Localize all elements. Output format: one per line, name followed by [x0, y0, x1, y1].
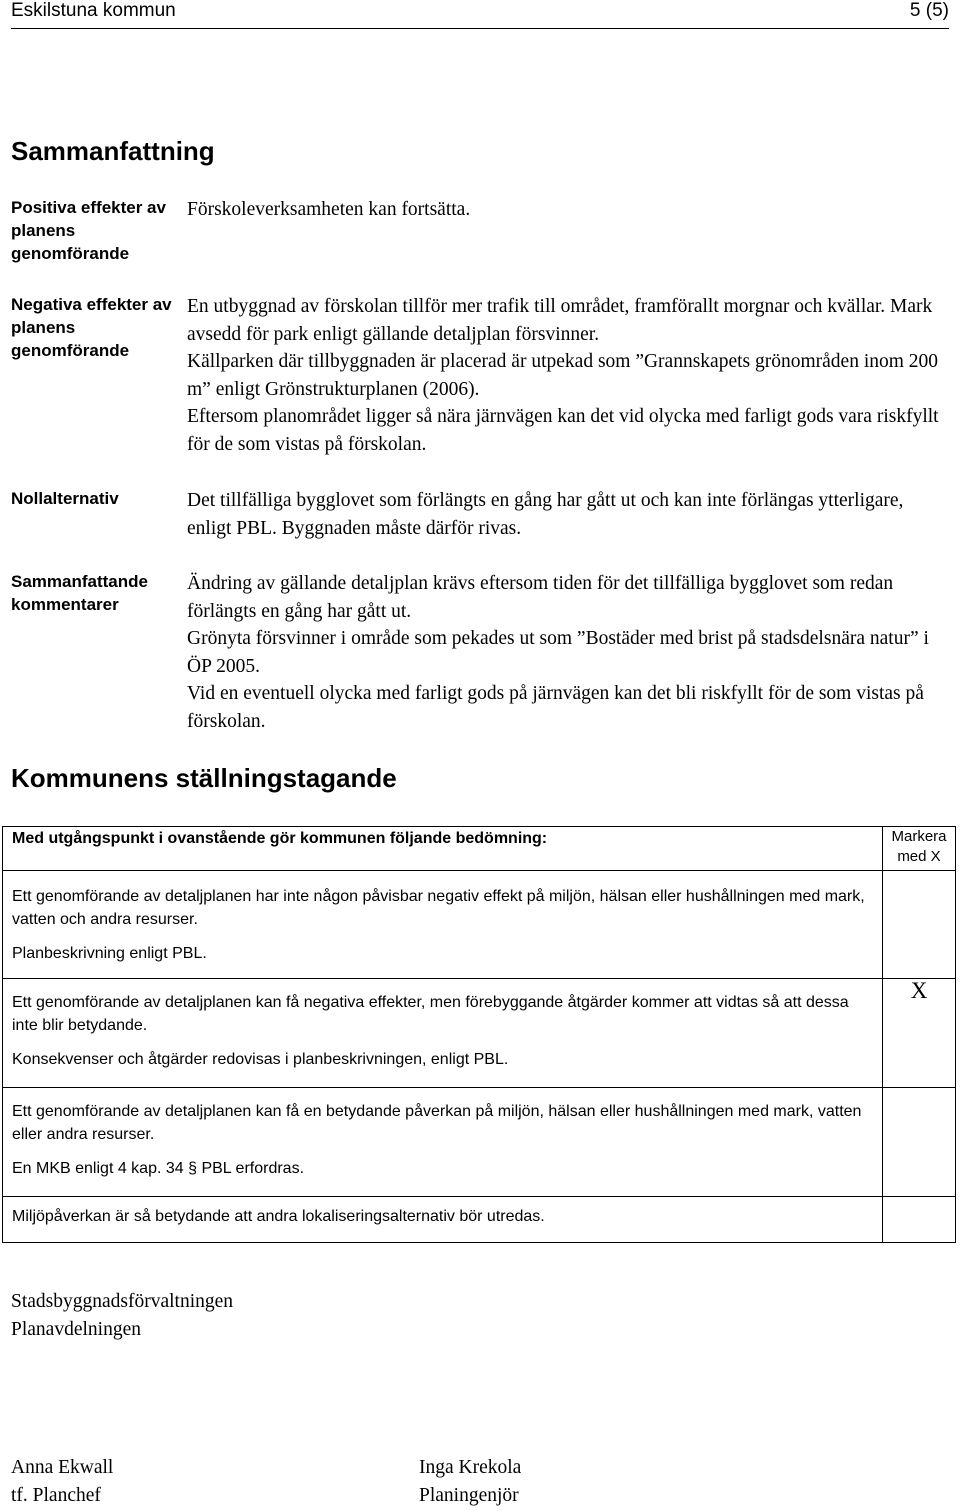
negative-effects-label: Negativa effekter av planens genomförande [11, 295, 172, 360]
paragraph: Grönyta försvinner i område som pekades ut som ”Bostäder med brist på stadsdelsnära natur” i ÖP 2005. [187, 628, 929, 677]
header-org: Eskilstuna kommun [11, 0, 176, 21]
mark-cell[interactable]: X [883, 979, 956, 1088]
footer-text: Miljöpåverkan är så betydande att andra lokaliseringsalternativ bör utredas. [3, 1197, 883, 1243]
table-row [3, 1197, 956, 1243]
option-cell [3, 979, 883, 1088]
paragraph: Eftersom planområdet ligger så nära järnvägen kan det vid olycka med farligt gods vara riskfyllt för de som vistas på förskolan. [187, 406, 939, 455]
paragraph: Vid en eventuell olycka med farligt gods på järnvägen kan det bli riskfyllt för de som vistas på förskolan. [187, 683, 924, 732]
header-page-number: 5 (5) [909, 0, 949, 21]
summary-comments-text [187, 570, 947, 735]
department [11, 1288, 233, 1343]
zero-alternative-label: Nollalternativ [11, 489, 119, 508]
table-row [3, 1088, 956, 1197]
header-divider [11, 28, 949, 29]
decision-table [2, 826, 956, 1243]
paragraph: Källparken där tillbyggnaden är placerad är utpekad som ”Grannskapets grönområden inom 200 m” enligt Grönstrukturplanen (2006). [187, 351, 939, 400]
negative-effects-text [187, 293, 947, 458]
signatory-title: Planingenjör [419, 1484, 519, 1506]
mark-cell[interactable] [883, 1197, 956, 1243]
department-unit: Planavdelningen [11, 1318, 141, 1340]
positive-effects-label: Positiva effekter av planens genomförande [11, 198, 166, 263]
option-cell [3, 871, 883, 979]
paragraph: En utbyggnad av förskolan tillför mer trafik till området, framförallt morgnar och kvällar. Mark avsedd för park enligt gällande detaljplan försvinner. [187, 296, 933, 345]
paragraph: Förskoleverksamheten kan fortsätta. [187, 199, 471, 220]
signatory-name: Inga Krekola [419, 1457, 522, 1478]
table-row [3, 979, 956, 1088]
department-name: Stadsbyggnadsförvaltningen [11, 1291, 234, 1312]
signatory-title: tf. Planchef [11, 1484, 101, 1506]
option-note: Konsekvenser och åtgärder redovisas i planbeskrivningen, enligt PBL. [12, 1051, 509, 1068]
signatory [11, 1454, 113, 1509]
option-note: Planbeskrivning enligt PBL. [12, 945, 207, 962]
mark-cell[interactable] [883, 871, 956, 979]
decision-header-text: Med utgångspunkt i ovanstående gör kommunen följande bedömning: [3, 827, 883, 871]
table-header-row [3, 827, 956, 871]
option-cell [3, 1088, 883, 1197]
signatory-name: Anna Ekwall [11, 1457, 114, 1478]
zero-alternative-text [187, 487, 947, 542]
positive-effects-text [187, 196, 947, 224]
mark-cell[interactable] [883, 1088, 956, 1197]
paragraph: Det tillfälliga bygglovet som förlängts en gång har gått ut och kan inte förlängas ytterligare, enligt PBL. Byggnaden måste därför rivas. [187, 490, 904, 539]
summary-title: Sammanfattning [11, 136, 215, 166]
option-text: Ett genomförande av detaljplanen kan få negativa effekter, men förebyggande åtgärder kommer att vidtas så att dessa inte blir betydande. [12, 994, 849, 1034]
option-text: Ett genomförande av detaljplanen har inte någon påvisbar negativ effekt på miljön, hälsan eller hushållningen med mark, vatten och andra resurser. [12, 888, 865, 928]
option-text: Ett genomförande av detaljplanen kan få en betydande påverkan på miljön, hälsan eller hushållningen med mark, vatten eller andra resurser. [12, 1103, 862, 1143]
paragraph: Ändring av gällande detaljplan krävs eftersom tiden för det tillfälliga bygglovet som redan förlängts en gång har gått ut. [187, 573, 894, 622]
signatory [419, 1454, 521, 1509]
summary-comments-label: Sammanfattande kommentarer [11, 572, 148, 614]
option-note: En MKB enligt 4 kap. 34 § PBL erfordras. [12, 1160, 305, 1177]
table-row [3, 871, 956, 979]
mark-column-header: Markera med X [883, 827, 956, 871]
decision-title: Kommunens ställningstagande [11, 763, 397, 793]
